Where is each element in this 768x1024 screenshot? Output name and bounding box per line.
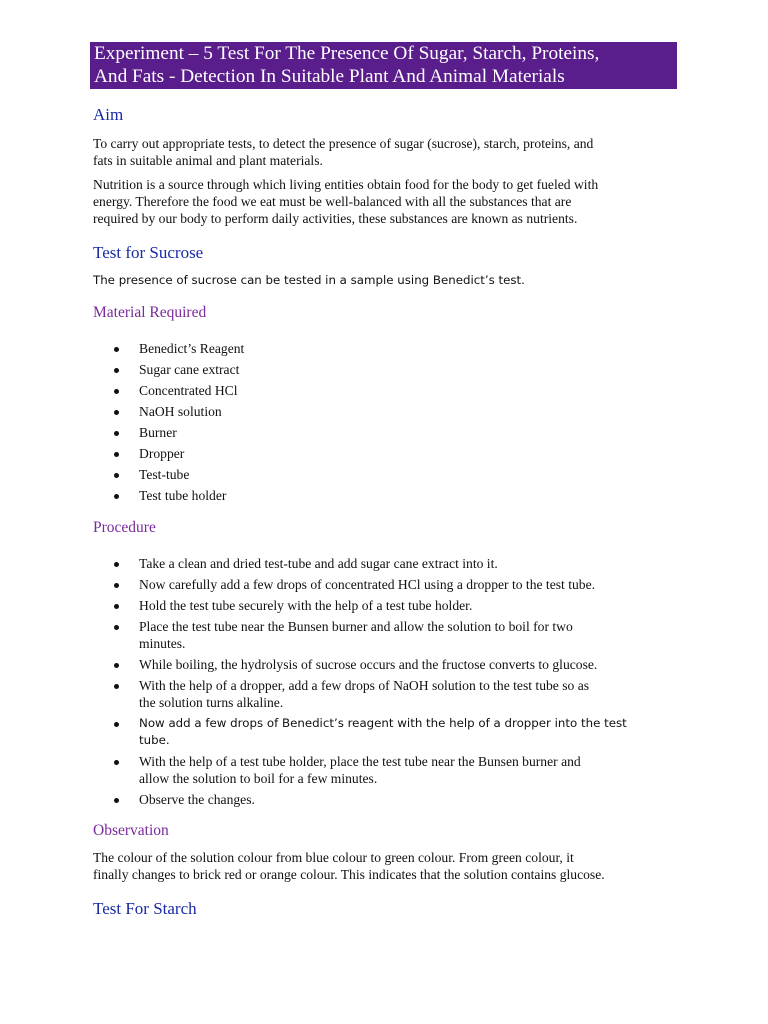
procedure-step <box>0 753 768 787</box>
bullet-icon <box>114 604 119 609</box>
materials-list-item <box>0 361 768 378</box>
procedure-step-line: Observe the changes. <box>139 792 255 807</box>
procedure-step <box>0 791 768 808</box>
bullet-icon <box>114 663 119 668</box>
procedure-step-line: the solution turns alkaline. <box>139 695 284 710</box>
procedure-step-line: Take a clean and dried test-tube and add sugar cane extract into it. <box>139 556 498 571</box>
bullet-icon <box>114 389 119 394</box>
observation-line: finally changes to brick red or orange colour. This indicates that the solution contains glucose. <box>93 867 605 882</box>
bullet-icon <box>114 452 119 457</box>
materials-list-item-text: Concentrated HCl <box>139 383 238 398</box>
bullet-icon <box>114 431 119 436</box>
starch-heading: Test For Starch <box>93 899 197 918</box>
procedure-step-line: tube. <box>139 733 170 747</box>
procedure-step <box>0 656 768 673</box>
procedure-step <box>0 618 768 652</box>
procedure-step-line: Now carefully add a few drops of concentrated HCl using a dropper to the test tube. <box>139 577 596 592</box>
procedure-step-line: Place the test tube near the Bunsen burner and allow the solution to boil for two <box>139 619 573 634</box>
bullet-icon <box>114 760 119 765</box>
materials-list-item-text: Sugar cane extract <box>139 362 240 377</box>
procedure-step <box>0 576 768 593</box>
procedure-step-line: While boiling, the hydrolysis of sucrose occurs and the fructose converts to glucose. <box>139 657 598 672</box>
materials-list-item <box>0 487 768 504</box>
bullet-icon <box>114 583 119 588</box>
materials-list-item <box>0 403 768 420</box>
materials-list-item-text: Test-tube <box>139 467 190 482</box>
observation-line: The colour of the solution colour from blue colour to green colour. From green colour, it <box>93 850 574 865</box>
materials-list-item <box>0 466 768 483</box>
procedure-step-line: Hold the test tube securely with the help of a test tube holder. <box>139 598 473 613</box>
bullet-icon <box>114 368 119 373</box>
materials-list-item <box>0 340 768 357</box>
sucrose-intro-line: The presence of sucrose can be tested in a sample using Benedict’s test. <box>93 273 525 287</box>
bullet-icon <box>114 562 119 567</box>
procedure-step-line: allow the solution to boil for a few minutes. <box>139 771 378 786</box>
procedure-step <box>0 597 768 614</box>
aim-heading: Aim <box>93 105 124 124</box>
observation-paragraph <box>93 849 693 883</box>
bullet-icon <box>114 625 119 630</box>
materials-list-item-text: Dropper <box>139 446 185 461</box>
title-banner <box>90 42 677 89</box>
procedure-step <box>0 555 768 572</box>
materials-list-item <box>0 445 768 462</box>
procedure-heading: Procedure <box>93 519 156 536</box>
aim-paragraph-2 <box>93 176 693 227</box>
procedure-step-line: With the help of a dropper, add a few drops of NaOH solution to the test tube so as <box>139 678 590 693</box>
procedure-step <box>0 715 768 749</box>
materials-list <box>0 340 768 508</box>
bullet-icon <box>114 473 119 478</box>
aim-paragraph-2-line: energy. Therefore the food we eat must be well-balanced with all the substances that are <box>93 194 572 209</box>
materials-list-item-text: Test tube holder <box>139 488 227 503</box>
procedure-list <box>0 555 768 812</box>
bullet-icon <box>114 722 119 727</box>
aim-paragraph-2-line: Nutrition is a source through which living entities obtain food for the body to get fueled with <box>93 177 599 192</box>
sucrose-heading: Test for Sucrose <box>93 243 204 262</box>
observation-heading: Observation <box>93 822 169 839</box>
materials-list-item-text: Burner <box>139 425 177 440</box>
aim-paragraph-1-line: To carry out appropriate tests, to detect the presence of sugar (sucrose), starch, proteins, and <box>93 136 594 151</box>
procedure-step-line: Now add a few drops of Benedict’s reagent with the help of a dropper into the test <box>139 716 627 730</box>
title-line-1: Experiment – 5 Test For The Presence Of Sugar, Starch, Proteins, <box>94 43 600 64</box>
procedure-step-line: minutes. <box>139 636 186 651</box>
procedure-step-line: With the help of a test tube holder, place the test tube near the Bunsen burner and <box>139 754 581 769</box>
bullet-icon <box>114 494 119 499</box>
bullet-icon <box>114 347 119 352</box>
sucrose-intro <box>93 272 693 289</box>
materials-list-item <box>0 382 768 399</box>
bullet-icon <box>114 410 119 415</box>
materials-list-item-text: Benedict’s Reagent <box>139 341 245 356</box>
aim-paragraph-1-line: fats in suitable animal and plant materials. <box>93 153 323 168</box>
materials-heading: Material Required <box>93 304 207 321</box>
bullet-icon <box>114 798 119 803</box>
materials-list-item-text: NaOH solution <box>139 404 222 419</box>
materials-list-item <box>0 424 768 441</box>
procedure-step <box>0 677 768 711</box>
bullet-icon <box>114 684 119 689</box>
title-line-2: And Fats - Detection In Suitable Plant And Animal Materials <box>94 66 565 87</box>
aim-paragraph-1 <box>93 135 693 169</box>
aim-paragraph-2-line: required by our body to perform daily activities, these substances are known as nutrients. <box>93 211 578 226</box>
